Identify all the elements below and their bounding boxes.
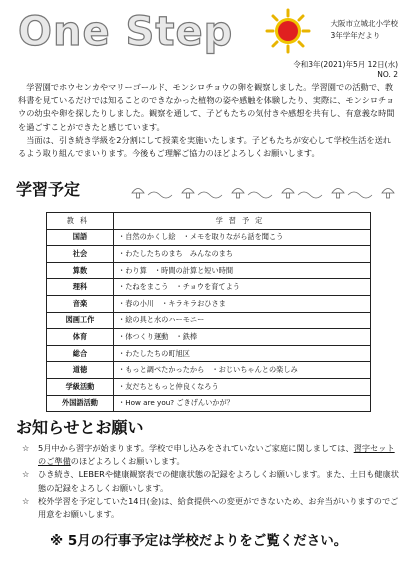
table-row bbox=[47, 395, 371, 412]
issue-date: 令和3年(2021)年5月 12日(水) bbox=[293, 60, 398, 69]
table-row bbox=[47, 312, 371, 329]
event-schedule-note: ※ 5月の行事予定は学校だよりをご覧ください。 bbox=[50, 533, 348, 549]
mushroom-border-decoration bbox=[128, 183, 400, 203]
plan-cell: ・友だちともっと仲良くなろう bbox=[114, 378, 371, 395]
schedule-table bbox=[46, 212, 371, 412]
plan-cell: ・How are you? ごきげんいかが？ bbox=[114, 395, 371, 412]
school-info bbox=[331, 18, 399, 42]
notice-item: ☆ ひき続き、LEBERや健康観察表での健康状態の記録をよろしくお願いします。また、土日も健康状態の記録をよろしくお願いします。 bbox=[22, 469, 399, 493]
subject-cell: 外国語活動 bbox=[47, 395, 114, 412]
subject-cell: 国語 bbox=[47, 229, 114, 246]
plan-cell: ・わたしたちの町旭区 bbox=[114, 345, 371, 362]
newsletter-name: 3年学年だより bbox=[330, 31, 381, 40]
calligraphy-set-emphasis: 習字セットのご準備 bbox=[38, 443, 395, 467]
school-name: 大阪市立城北小学校 bbox=[330, 19, 398, 28]
subject-cell: 体育 bbox=[47, 329, 114, 346]
subject-cell: 道徳 bbox=[47, 362, 114, 379]
table-row bbox=[47, 345, 371, 362]
subject-cell: 理科 bbox=[47, 279, 114, 296]
header-plan: 学習予定 bbox=[114, 213, 371, 230]
star-icon: ☆ bbox=[22, 469, 30, 480]
notices-heading: お知らせとお願い bbox=[16, 418, 144, 437]
table-header-row bbox=[47, 213, 371, 230]
table-row bbox=[47, 279, 371, 296]
plan-cell: ・春の小川 ・キラキラおひさま bbox=[114, 295, 371, 312]
plan-cell: ・わたしたちのまち みんなのまち bbox=[114, 246, 371, 263]
plan-cell: ・体つくり運動 ・鉄棒 bbox=[114, 329, 371, 346]
star-icon: ☆ bbox=[22, 443, 30, 453]
plan-cell: ・わり算 ・時間の計算と短い時間 bbox=[114, 262, 371, 279]
table-row bbox=[47, 295, 371, 312]
subject-cell: 総合 bbox=[47, 345, 114, 362]
sun-icon bbox=[265, 8, 311, 54]
notices-list bbox=[22, 442, 400, 521]
plan-cell: ・たねをまこう ・チョウを育てよう bbox=[114, 279, 371, 296]
schedule-heading: 学習予定 bbox=[16, 180, 81, 199]
issue-number: NO. 2 bbox=[377, 70, 398, 79]
intro-paragraph-1: 学習園でホウセンカやマリーゴールド、モンシロチョウの卵を観察しました。学習園での活動で、教科書を見ているだけでは知ることのできなかった植物の姿や感触を体験したり、実際に、モンシロチョウの幼虫や卵を探したりしました。観察を通して、子どもたちの気付きや感想を共有し、有意義な時間を過ごすことができたと感じています。 bbox=[18, 82, 395, 132]
table-row bbox=[47, 362, 371, 379]
table-row bbox=[47, 229, 371, 246]
table-row bbox=[47, 246, 371, 263]
notice-item: ☆ 校外学習を予定していた14日(金)は、給食提供への変更ができないため、お弁当がいりますのでご用意をお願いします。 bbox=[22, 495, 399, 520]
subject-cell: 音楽 bbox=[47, 295, 114, 312]
star-icon: ☆ bbox=[22, 495, 30, 506]
plan-cell: ・自然のかくし絵 ・メモを取りながら話を聞こう bbox=[114, 229, 371, 246]
subject-cell: 算数 bbox=[47, 262, 114, 279]
plan-cell: ・もっと調べたかったから ・おじいちゃんとの楽しみ bbox=[114, 362, 371, 379]
notice-item: ☆ 5月中から習字が始まります。学校で申し込みをされていないご家庭に関しましては、習字セットのご準備のほどよろしくお願いします。 bbox=[22, 443, 395, 467]
header-subject: 教科 bbox=[47, 213, 114, 230]
subject-cell: 社会 bbox=[47, 246, 114, 263]
table-row bbox=[47, 262, 371, 279]
subject-cell: 図画工作 bbox=[47, 312, 114, 329]
plan-cell: ・絵の具と水のハーモニー bbox=[114, 312, 371, 329]
table-row bbox=[47, 329, 371, 346]
intro-paragraph-2: 当面は、引き続き学級を2分割にして授業を実施いたします。子どもたちが安心して学校生活を送れるよう取り組んでまいります。今後もご理解ご協力のほどよろしくお願いします。 bbox=[18, 134, 391, 159]
table-row bbox=[47, 378, 371, 395]
subject-cell: 学級活動 bbox=[47, 378, 114, 395]
intro-text bbox=[18, 81, 398, 160]
newsletter-title: One Step bbox=[18, 9, 234, 55]
